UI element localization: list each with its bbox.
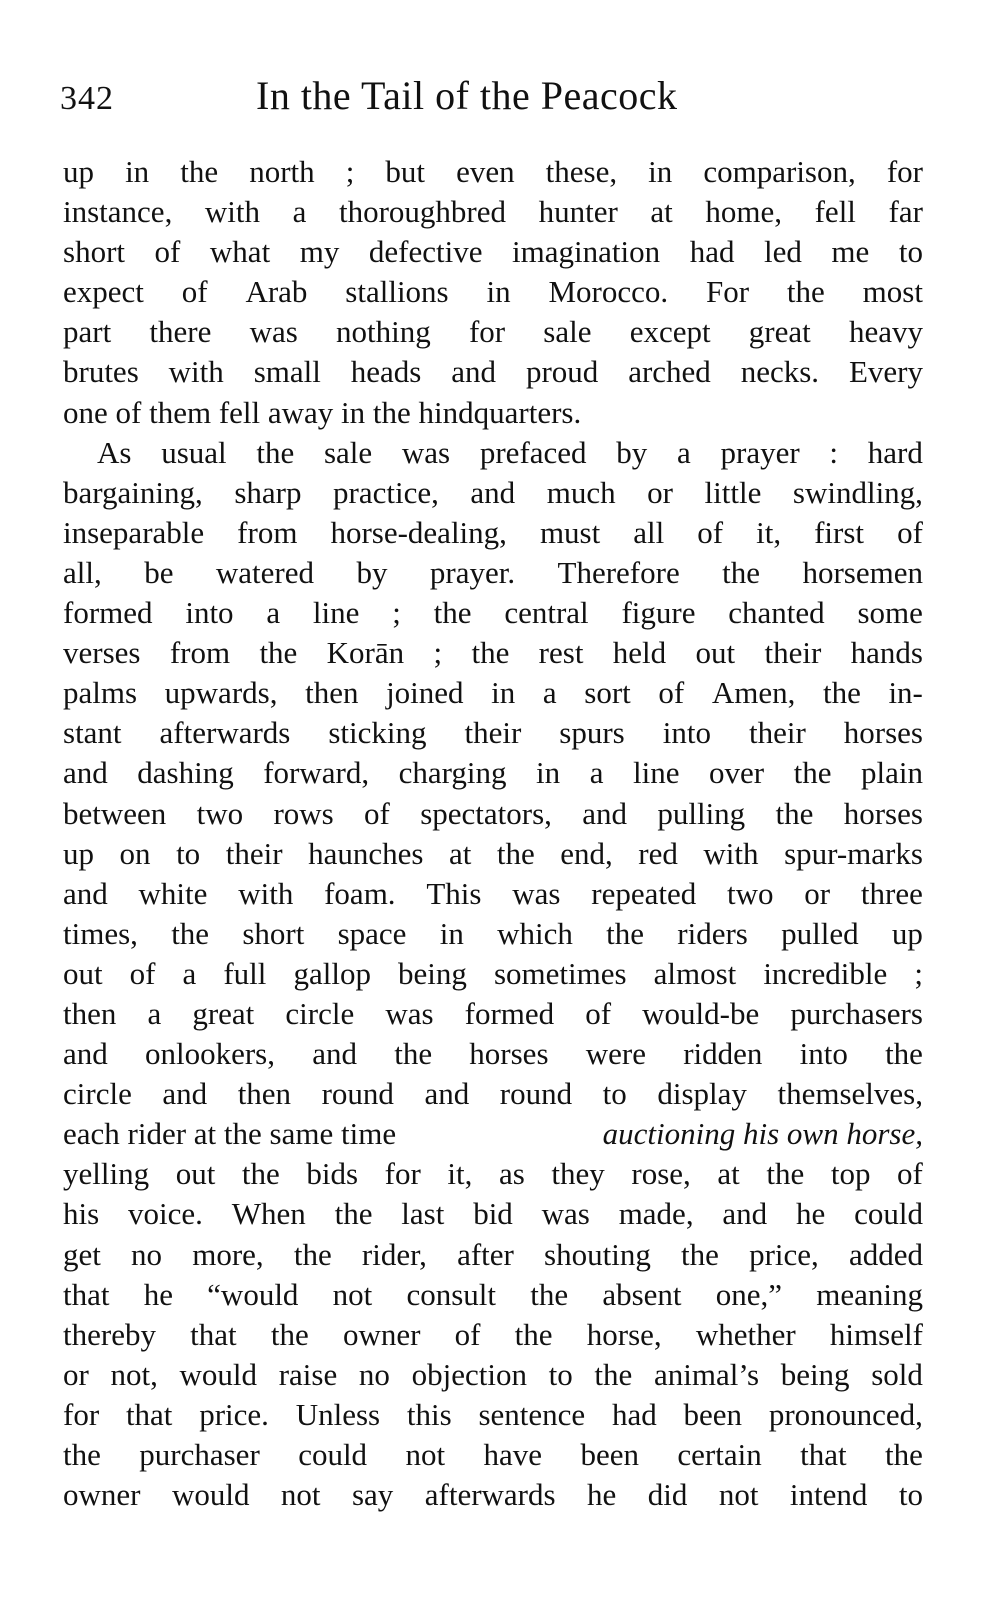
text-line: formed into a line ; the central figure chanted some: [63, 595, 923, 631]
text-line: his voice. When the last bid was made, and he could: [63, 1196, 923, 1232]
text-line: palms upwards, then joined in a sort of Amen, the in-: [63, 675, 923, 711]
italic-phrase: auctioning his own horse,: [602, 1116, 923, 1152]
paragraph-start-line: As usual the sale was prefaced by a prayer : hard: [97, 434, 923, 470]
text-line: owner would not say afterwards he did not intend to: [63, 1477, 923, 1513]
text-line: brutes with small heads and proud arched necks. Every: [63, 354, 923, 390]
text-line: short of what my defective imagination had led me to: [63, 234, 923, 270]
text-line: out of a full gallop being sometimes almost incredible ;: [63, 955, 923, 991]
running-title: In the Tail of the Peacock: [256, 73, 678, 118]
body-text: [63, 152, 923, 1515]
text-line: and onlookers, and the horses were ridden into the: [63, 1036, 923, 1072]
text-line: get no more, the rider, after shouting the price, added: [63, 1236, 923, 1272]
text-line: times, the short space in which the riders pulled up: [63, 915, 923, 951]
text-line: and dashing forward, charging in a line over the plain: [63, 755, 923, 791]
text-line: between two rows of spectators, and pulling the horses: [63, 795, 923, 831]
text-line: verses from the Korān ; the rest held out their hands: [63, 635, 923, 671]
text-line: that he “would not consult the absent one,” meaning: [63, 1276, 923, 1312]
text-line: inseparable from horse-dealing, must all of it, first of: [63, 514, 923, 550]
text-line: instance, with a thoroughbred hunter at home, fell far: [63, 194, 923, 230]
text-segment: each rider at the same time: [63, 1116, 397, 1152]
text-line: then a great circle was formed of would-be purchasers: [63, 995, 923, 1031]
text-line: all, be watered by prayer. Therefore the horsemen: [63, 554, 923, 590]
text-line: stant afterwards sticking their spurs into their horses: [63, 715, 923, 751]
text-line: up on to their haunches at the end, red with spur-marks: [63, 835, 923, 871]
text-line: part there was nothing for sale except great heavy: [63, 314, 923, 350]
text-line: expect of Arab stallions in Morocco. For the most: [63, 274, 923, 310]
text-line: thereby that the owner of the horse, whether himself: [63, 1316, 923, 1352]
text-line: or not, would raise no objection to the animal’s being sold: [63, 1356, 923, 1392]
text-line-with-italic: [63, 1114, 923, 1154]
text-line: for that price. Unless this sentence had been pronounced,: [63, 1396, 923, 1432]
text-line: the purchaser could not have been certain that the: [63, 1437, 923, 1472]
page-number: 342: [60, 80, 114, 117]
paragraph-end-line: one of them fell away in the hindquarters.: [63, 394, 582, 430]
page-header: [60, 72, 940, 132]
text-line: up in the north ; but even these, in comparison, for: [63, 154, 923, 189]
text-line: circle and then round and round to display themselves,: [63, 1076, 923, 1112]
text-line: bargaining, sharp practice, and much or little swindling,: [63, 474, 923, 510]
text-line: and white with foam. This was repeated two or three: [63, 875, 923, 911]
text-line: yelling out the bids for it, as they rose, at the top of: [63, 1156, 923, 1192]
